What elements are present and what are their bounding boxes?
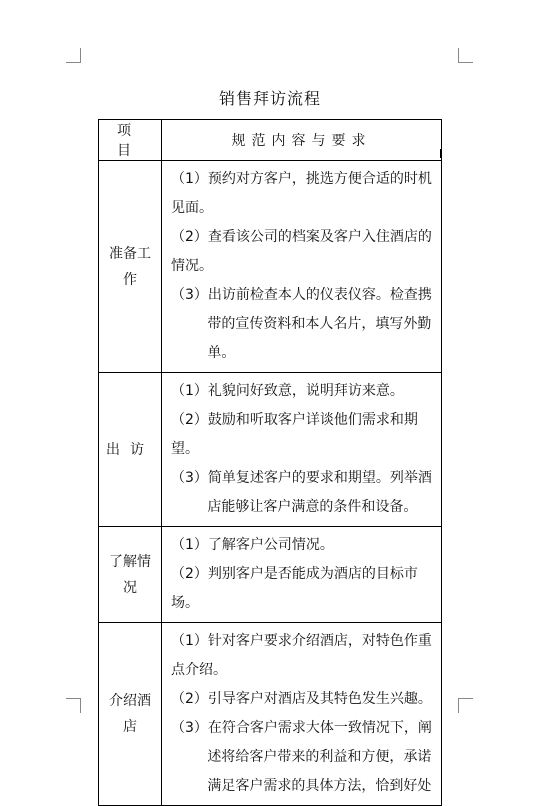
table-row xyxy=(99,373,442,527)
table-row xyxy=(99,161,442,373)
row-content xyxy=(162,623,442,806)
header-content: 规范内容与要求 xyxy=(162,120,442,161)
document-title: 销售拜访流程 xyxy=(218,89,321,108)
list-item: （3）出访前检查本人的仪表仪容。检查携带的宣传资料和本人名片，填写外勤单。 xyxy=(171,287,432,361)
row-content xyxy=(162,373,442,527)
list-item: （2）引导客户对酒店及其特色发生兴趣。 xyxy=(171,691,432,707)
row-category: 准备工作 xyxy=(99,161,162,373)
process-table xyxy=(98,119,442,806)
row-category: 介绍酒店 xyxy=(99,623,162,806)
header-item: 项 目 xyxy=(99,120,162,161)
row-category: 了解情况 xyxy=(99,527,162,623)
list-item: （2）查看该公司的档案及客户入住酒店的情况。 xyxy=(171,229,432,274)
list-item: （1）针对客户要求介绍酒店，对特色作重点介绍。 xyxy=(171,633,432,678)
list-item: （1）礼貌问好致意，说明拜访来意。 xyxy=(171,383,404,399)
table-row xyxy=(99,623,442,806)
table-row xyxy=(99,527,442,623)
list-item: （1）预约对方客户，挑选方便合适的时机见面。 xyxy=(171,171,432,216)
list-item: （1）了解客户公司情况。 xyxy=(171,537,334,553)
list-item: （3）在符合客户需求大体一致情况下，阐述将给客户带来的利益和方便，承诺满足客户需求的具体方法，恰到好处 xyxy=(171,720,432,794)
list-item: （3）简单复述客户的要求和期望。列举酒店能够让客户满意的条件和设备。 xyxy=(171,470,432,515)
row-content xyxy=(162,527,442,623)
list-item: （2）判别客户是否能成为酒店的目标市场。 xyxy=(171,566,418,611)
table-header-row xyxy=(99,120,442,161)
row-category: 出访 xyxy=(99,373,162,527)
crop-mark-bottom-left xyxy=(66,698,81,713)
crop-mark-top-right xyxy=(458,48,473,63)
list-item: （2）鼓励和听取客户详谈他们需求和期望。 xyxy=(171,412,418,457)
text-cursor xyxy=(440,149,442,158)
row-content xyxy=(162,161,442,373)
crop-mark-top-left xyxy=(66,48,81,63)
crop-mark-bottom-right xyxy=(458,698,473,713)
